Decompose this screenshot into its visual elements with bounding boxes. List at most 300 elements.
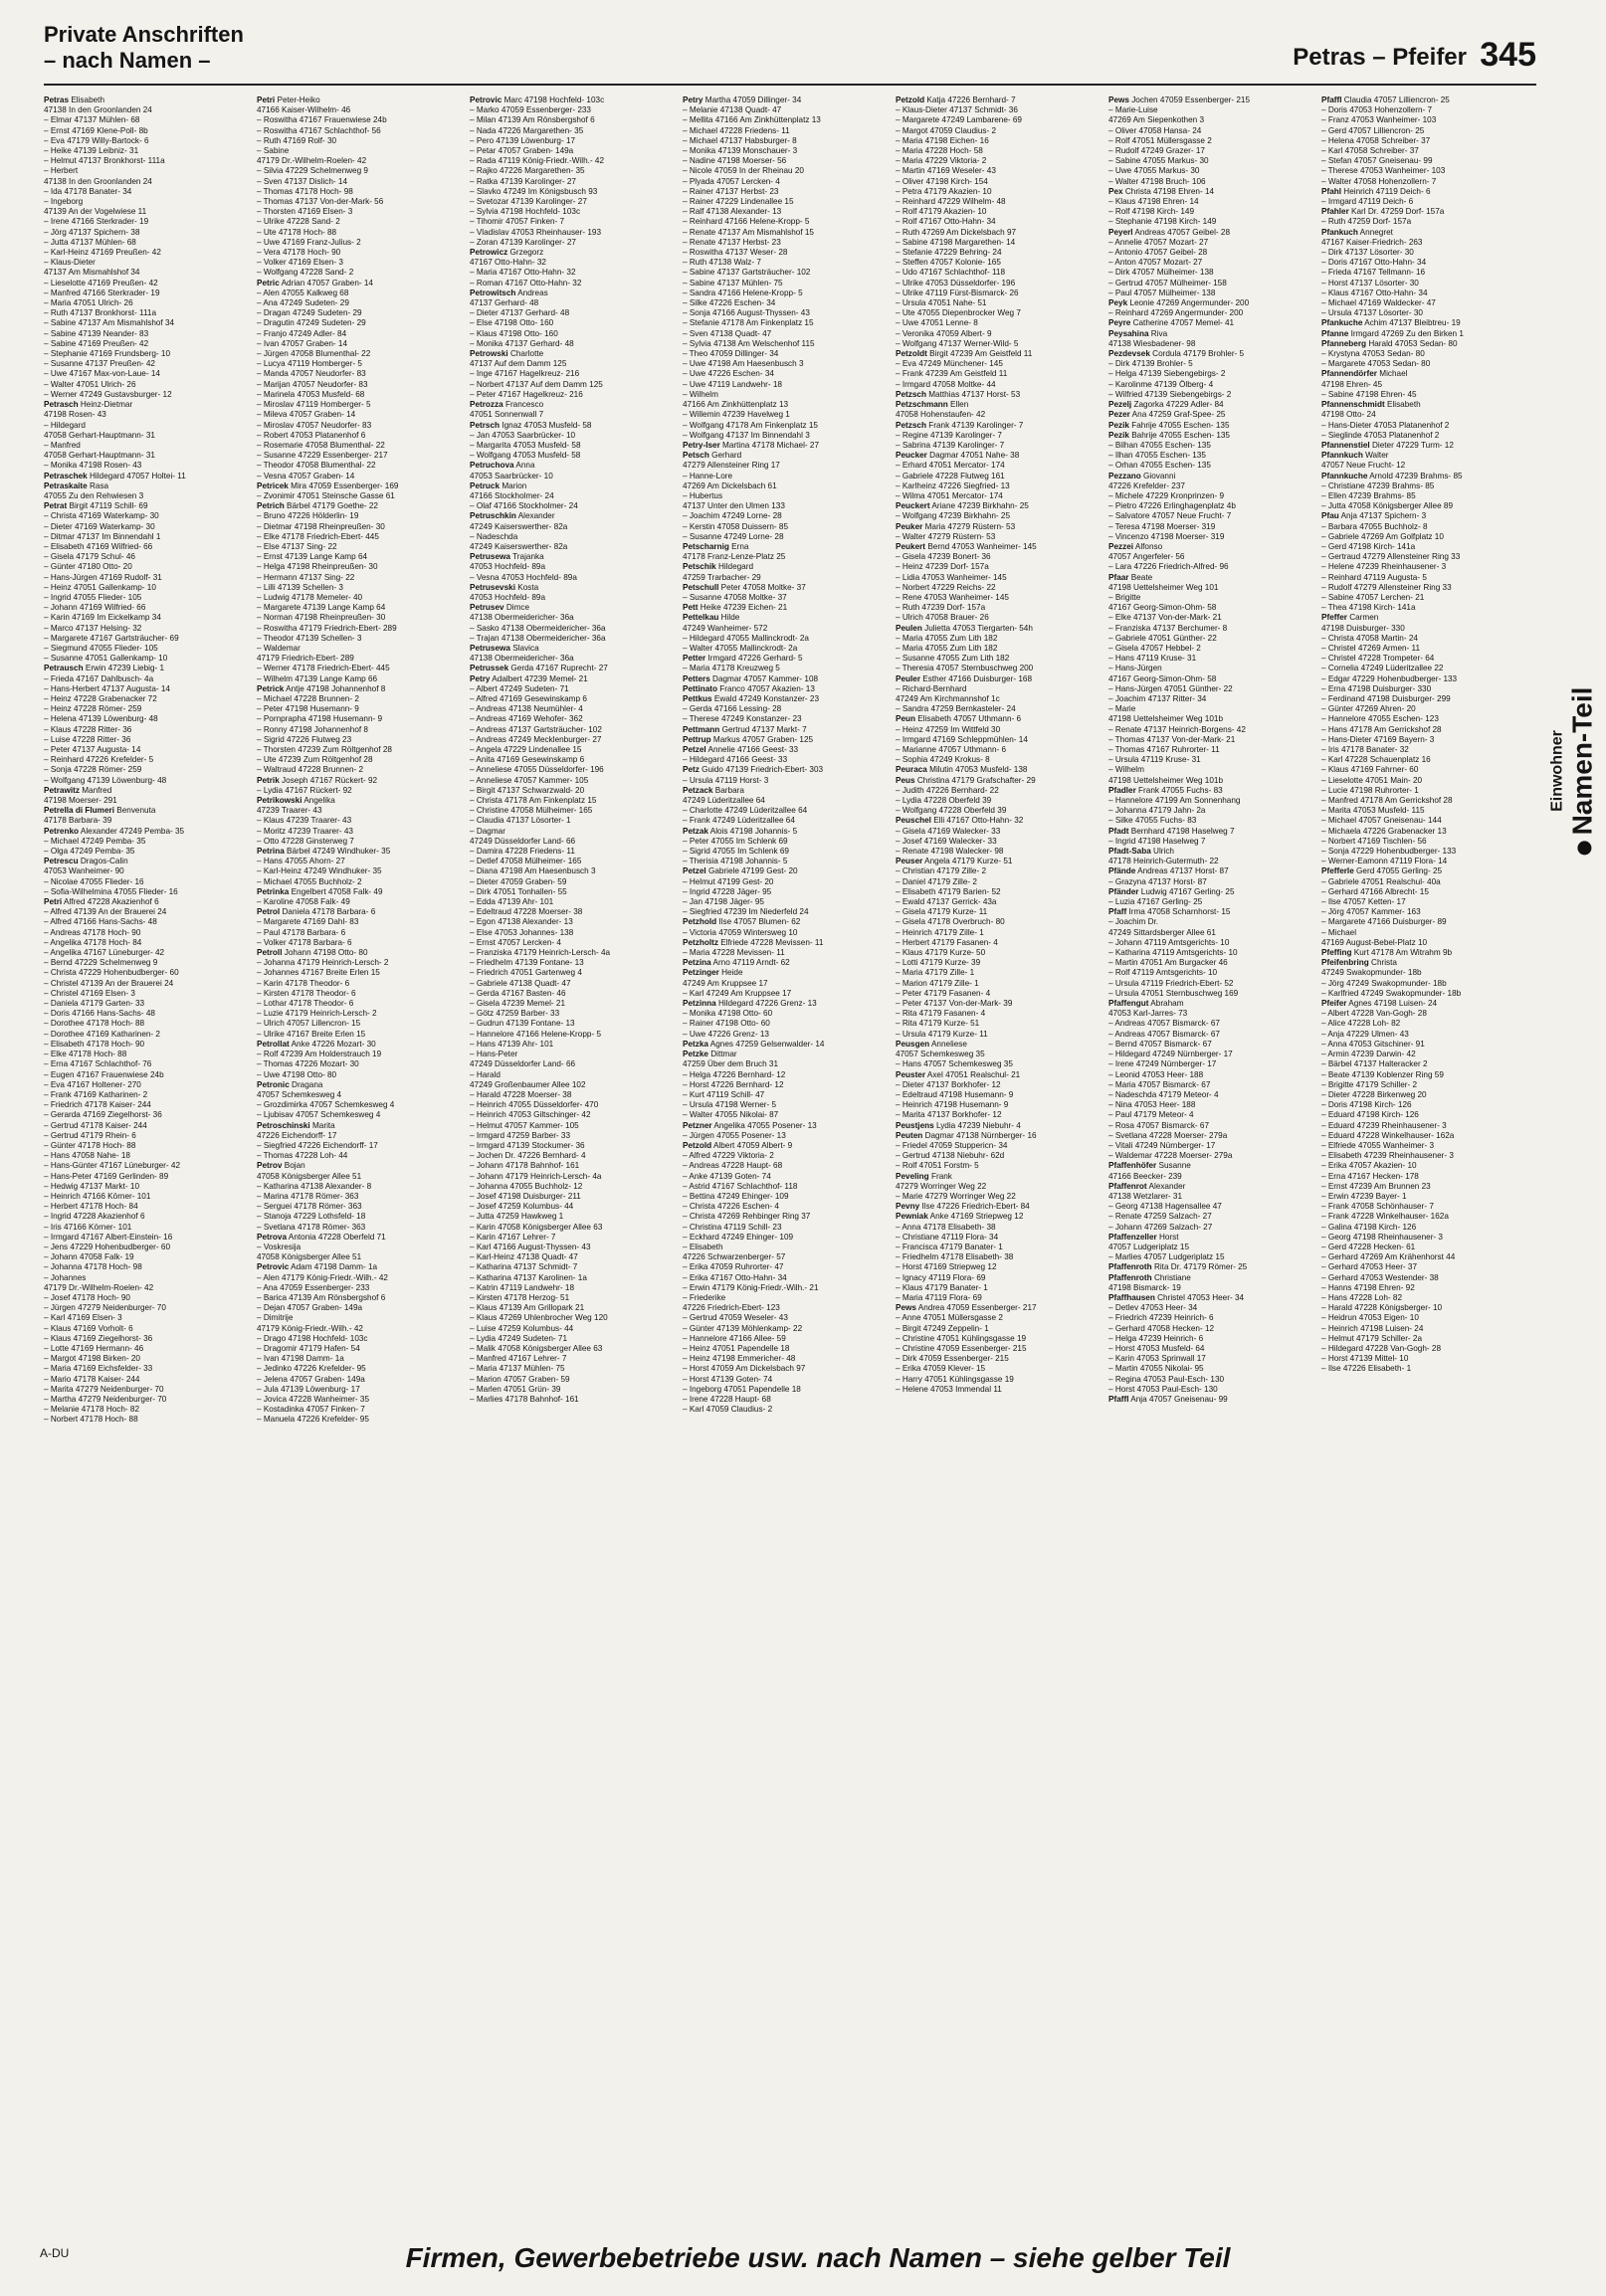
entry-text: – Gerhard 47053 Westender- 38 <box>1321 1272 1439 1282</box>
entry-text: 47249 Düsseldorfer Land- 66 <box>470 836 576 846</box>
directory-entry <box>683 948 890 958</box>
entry-text: – Herbert <box>44 166 79 176</box>
side-tab-small: Einwohner <box>1548 730 1566 812</box>
entry-text: 47053 Karl-Jarres- 73 <box>1108 1009 1188 1019</box>
entry-text: – Dragan 47249 Sudeten- 29 <box>257 308 362 318</box>
entry-text: – Plyada 47057 Lercken- 4 <box>683 176 780 186</box>
entry-text: – Bärbel 47137 Halteracker 2 <box>1321 1059 1428 1069</box>
entry-text: – Dragutin 47249 Sudeten- 29 <box>257 318 366 328</box>
entry-text: – Uwe 47198 Otto- 80 <box>257 1069 337 1079</box>
directory-entry <box>1108 501 1315 511</box>
entry-text: – Pero 47139 Löwenburg- 17 <box>470 135 576 145</box>
entry-text: 47239 Traarer- 43 <box>257 806 322 816</box>
directory-entry <box>44 542 251 552</box>
entry-text: Katja 47226 Bernhard- 7 <box>924 96 1016 104</box>
directory-entry <box>44 410 251 420</box>
entry-text: – Joachim 47249 Lorne- 28 <box>683 511 782 521</box>
surname: Petzoldt <box>896 349 927 359</box>
directory-entry <box>470 410 677 420</box>
entry-text: – Hans-Dieter 47053 Platanenhof 2 <box>1321 420 1450 430</box>
directory-entry <box>1108 1293 1315 1303</box>
surname: Peuker <box>896 521 923 531</box>
directory-entry <box>257 1009 464 1019</box>
entry-text: – Erika 47059 Ruhrorter- 47 <box>683 1262 784 1272</box>
entry-text: – Milan 47139 Am Rönsbergshof 6 <box>470 115 595 125</box>
directory-entry <box>1321 827 1528 837</box>
surname: Pfeifenbring <box>1321 958 1369 968</box>
entry-text: – Stephanie 47169 Frundsberg- 10 <box>44 349 170 359</box>
entry-text: – Norbert 47137 Auf dem Damm 125 <box>470 379 603 389</box>
directory-entry <box>470 694 677 704</box>
directory-entry <box>470 1252 677 1262</box>
entry-text: – Ute 47178 Hoch- 88 <box>257 227 337 237</box>
directory-entry <box>470 1070 677 1080</box>
directory-entry <box>683 674 890 684</box>
directory-entry <box>1108 917 1315 927</box>
entry-text: – Ilse 47226 Elisabeth- 1 <box>1321 1364 1412 1374</box>
directory-entry <box>1321 1283 1528 1293</box>
entry-text: – Elke 47178 Friedrich-Ebert- 445 <box>257 531 379 541</box>
directory-entry <box>470 115 677 125</box>
directory-entry <box>44 1262 251 1272</box>
directory-entry <box>683 866 890 876</box>
surname: Petrescu <box>44 857 79 866</box>
entry-text: – Sabine 47198 Ehren- 45 <box>1321 389 1417 399</box>
entry-text: – Alen 47179 König-Friedr.-Wilh.- 42 <box>257 1272 388 1282</box>
directory-entry <box>470 847 677 857</box>
directory-entry <box>683 451 890 461</box>
directory-entry <box>257 1375 464 1385</box>
entry-text: – Therese 47053 Wanheimer- 103 <box>1321 166 1446 176</box>
directory-entry <box>896 1110 1103 1120</box>
entry-text: 47226 Krefelder- 237 <box>1108 480 1185 490</box>
directory-entry <box>257 776 464 786</box>
directory-entry <box>44 1415 251 1425</box>
entry-text: – Marion 47179 Zille- 1 <box>896 978 979 988</box>
entry-text: – Vladislav 47053 Rheinhauser- 193 <box>470 227 601 237</box>
directory-entry <box>44 1192 251 1202</box>
directory-entry <box>1321 197 1528 207</box>
entry-text: – Günter 47180 Otto- 20 <box>44 562 132 572</box>
directory-column <box>683 96 890 2197</box>
directory-entry <box>1108 714 1315 724</box>
entry-text: – Manfred 47167 Lehrer- 7 <box>470 1354 567 1364</box>
entry-text: – Else 47053 Johannes- 138 <box>470 927 574 937</box>
entry-text: – Anja 47229 Ulmen- 43 <box>1321 1029 1409 1039</box>
entry-text: – Pornpraphа 47198 Husemann- 9 <box>257 714 383 724</box>
entry-text: – Wilma 47051 Mercator- 174 <box>896 490 1003 500</box>
directory-entry <box>1108 1040 1315 1050</box>
surname: Petraschek <box>44 471 88 480</box>
entry-text: Karl Dr. 47259 Dorf- 157a <box>1348 207 1445 217</box>
surname: Pettrup <box>683 734 711 744</box>
entry-text: – Gertrud 47179 Rhein- 6 <box>44 1130 136 1140</box>
entry-text: – Rudolf 47249 Grazer- 17 <box>1108 146 1205 156</box>
directory-entry <box>44 624 251 634</box>
entry-text: Markus 47057 Graben- 125 <box>710 734 814 744</box>
directory-entry <box>44 136 251 146</box>
directory-entry <box>1108 694 1315 704</box>
entry-text: – Sabine 47137 Mühlen- 75 <box>683 278 783 287</box>
directory-entry <box>683 472 890 481</box>
entry-text: – Johann 47269 Salzach- 27 <box>1108 1222 1213 1232</box>
entry-text: – Hans-Jürgen <box>1108 664 1162 673</box>
directory-entry <box>257 1313 464 1323</box>
directory-entry <box>1108 542 1315 552</box>
entry-text: – Harald 47228 Königsberger- 10 <box>1321 1303 1443 1313</box>
directory-entry <box>1108 441 1315 451</box>
entry-text: 47053 Hochfeld- 89a <box>470 592 546 602</box>
directory-entry <box>1108 624 1315 634</box>
directory-entry <box>1321 187 1528 197</box>
directory-entry <box>44 501 251 511</box>
directory-entry <box>683 1151 890 1161</box>
directory-entry <box>1321 583 1528 593</box>
entry-text: Anna <box>513 461 535 471</box>
surname: Pettelkau <box>683 613 719 623</box>
surname: Peuckert <box>896 501 930 511</box>
directory-entry <box>1108 1344 1315 1354</box>
directory-entry <box>1108 136 1315 146</box>
directory-entry <box>257 958 464 968</box>
entry-text: – Christian 47179 Zille- 2 <box>896 866 987 876</box>
entry-text: – Martin 47051 Am Burgacker 46 <box>1108 958 1228 968</box>
entry-text: Arno 47119 Arndt- 62 <box>710 958 790 968</box>
bullet-icon <box>1577 841 1591 855</box>
directory-entry <box>683 624 890 634</box>
directory-entry <box>470 1040 677 1050</box>
directory-entry <box>470 1182 677 1192</box>
directory-entry <box>896 451 1103 461</box>
directory-entry <box>896 96 1103 105</box>
directory-entry <box>683 380 890 390</box>
entry-text: – Claudia 47137 Lösorter- 1 <box>470 816 571 826</box>
entry-text: – Regina 47053 Paul-Esch- 130 <box>1108 1374 1225 1384</box>
header-divider <box>44 84 1536 86</box>
directory-entry <box>1321 115 1528 125</box>
entry-text: – Siegfried 47239 Im Niederfeld 24 <box>683 907 809 917</box>
entry-text: Christel 47053 Heer- 34 <box>1154 1292 1245 1302</box>
entry-text: – Reinhard 47229 Wilhelm- 48 <box>896 197 1006 207</box>
entry-text: – Maria 47137 Mühlen- 75 <box>470 1364 565 1374</box>
entry-text: 47269 Am Dickelsbach 61 <box>683 480 777 490</box>
entry-text: – Elisabeth 47179 Barien- 52 <box>896 886 1001 896</box>
directory-entry <box>683 745 890 755</box>
entry-text: – Hans-Jürgen 47051 Günther- 22 <box>1108 683 1233 693</box>
directory-entry <box>44 816 251 826</box>
directory-entry <box>683 613 890 623</box>
directory-entry <box>683 857 890 866</box>
entry-text: – Gerda 47166 Lessing- 28 <box>683 704 782 714</box>
directory-entry <box>257 228 464 238</box>
directory-entry <box>44 1273 251 1283</box>
entry-text: – Martin 47055 Nikolai- 95 <box>1108 1364 1204 1374</box>
entry-text: 47178 Barbara- 39 <box>44 816 112 826</box>
directory-entry <box>1108 1303 1315 1313</box>
directory-entry <box>1321 207 1528 217</box>
directory-entry <box>44 979 251 989</box>
directory-entry <box>470 197 677 207</box>
entry-text: – Helmut 47137 Bronkhorst- 111a <box>44 156 165 166</box>
entry-text: – Hildegard 47166 Geest- 33 <box>683 755 788 765</box>
directory-entry <box>44 359 251 369</box>
directory-entry <box>470 1273 677 1283</box>
entry-text: – Daniel 47179 Zille- 2 <box>896 876 977 886</box>
entry-text: – Peter 47167 Hagelkreuz- 216 <box>470 389 583 399</box>
directory-entry <box>683 187 890 197</box>
entry-text: Dragos-Calin <box>78 857 128 866</box>
directory-entry <box>470 258 677 268</box>
directory-entry <box>1321 1324 1528 1334</box>
directory-entry <box>1321 1121 1528 1131</box>
directory-entry <box>470 532 677 542</box>
entry-text: – Karl 47249 Am Kruppsee 17 <box>683 988 792 998</box>
entry-text: – Mileva 47057 Graben- 14 <box>257 410 356 420</box>
entry-text: – Erika 47167 Otto-Hahn- 34 <box>683 1272 787 1282</box>
surname: Peuten <box>896 1130 923 1140</box>
surname: Peuser <box>896 857 923 866</box>
directory-entry <box>683 207 890 217</box>
directory-entry <box>1321 1080 1528 1090</box>
directory-entry <box>896 1243 1103 1252</box>
directory-entry <box>683 1233 890 1243</box>
directory-entry <box>1108 725 1315 735</box>
entry-text: – Lieselotte 47051 Main- 20 <box>1321 775 1423 785</box>
entry-text: – Eva 47179 Willy-Bartock- 6 <box>44 135 149 145</box>
directory-entry <box>44 308 251 318</box>
directory-entry <box>257 877 464 887</box>
directory-entry <box>44 714 251 724</box>
entry-text: – Heidrun 47053 Eigen- 10 <box>1321 1313 1419 1323</box>
directory-entry <box>1321 318 1528 328</box>
entry-text: – Rolf 47167 Otto-Hahn- 34 <box>896 217 996 227</box>
entry-text: – Michael 47228 Friedens- 11 <box>683 125 790 135</box>
entry-text: – Vesna 47053 Hochfeld- 89a <box>470 572 577 582</box>
directory-entry <box>257 796 464 806</box>
entry-text: – Lydia 47228 Oberfeld 39 <box>896 796 992 806</box>
entry-text: – Marie 47279 Worringer Weg 22 <box>896 1191 1016 1201</box>
directory-entry <box>470 1080 677 1090</box>
directory-entry <box>896 1313 1103 1323</box>
directory-entry <box>44 684 251 694</box>
directory-entry <box>44 765 251 775</box>
entry-text: – Klaus 47198 Otto- 160 <box>470 328 558 338</box>
directory-entry <box>896 948 1103 958</box>
entry-text: – Sven 47137 Dislich- 14 <box>257 176 348 186</box>
directory-entry <box>1321 380 1528 390</box>
entry-text: Matthias 47137 Horst- 53 <box>925 389 1021 399</box>
entry-text: – Dirk 47059 Essenberger- 215 <box>896 1354 1009 1364</box>
directory-entry <box>683 217 890 227</box>
entry-text: – Anna 47178 Elisabeth- 38 <box>896 1222 996 1232</box>
entry-text: Arnold 47239 Brahms- 85 <box>1367 471 1463 480</box>
directory-entry <box>44 857 251 866</box>
surname: Pex <box>1108 186 1123 196</box>
entry-text: – Edeltraud 47198 Husemann- 9 <box>896 1089 1014 1099</box>
directory-entry <box>896 491 1103 501</box>
surname: Pfahler <box>1321 207 1349 217</box>
entry-text: – Heinz 47051 Gallenkamp- 10 <box>44 582 156 592</box>
entry-text: – Uwe 47051 Lenne- 8 <box>896 318 978 328</box>
directory-entry <box>1108 837 1315 847</box>
directory-entry <box>896 369 1103 379</box>
entry-text: – Margot 47198 Birken- 20 <box>44 1354 140 1364</box>
directory-entry <box>470 796 677 806</box>
entry-text: Andreas <box>515 287 548 297</box>
directory-entry <box>1321 441 1528 451</box>
directory-entry <box>1321 1050 1528 1059</box>
entry-text: – Gisela 47239 Memel- 21 <box>470 999 566 1009</box>
directory-entry <box>896 938 1103 948</box>
entry-text: – Rita 47179 Kurze- 51 <box>896 1019 980 1029</box>
entry-text: – Dimitrije <box>257 1313 294 1323</box>
entry-text: 47249 Lüderitzallee 64 <box>683 796 765 806</box>
directory-entry <box>1108 745 1315 755</box>
directory-entry <box>257 827 464 837</box>
directory-entry <box>896 1293 1103 1303</box>
entry-text: – Rainer 47198 Otto- 60 <box>683 1019 770 1029</box>
entry-text: Ellen <box>947 400 969 410</box>
directory-entry <box>1108 1385 1315 1395</box>
directory-entry <box>44 268 251 278</box>
entry-text: 47249 Sittardsberger Allee 61 <box>1108 927 1216 937</box>
directory-entry <box>896 522 1103 532</box>
directory-entry <box>1321 674 1528 684</box>
entry-text: 47259 Über dem Bruch 31 <box>683 1059 779 1069</box>
directory-entry <box>1108 481 1315 491</box>
surname: Petri <box>257 96 276 104</box>
entry-text: – Peter 47137 Von-der-Mark- 39 <box>896 999 1013 1009</box>
directory-entry <box>257 644 464 654</box>
directory-entry <box>683 410 890 420</box>
entry-text: – Lothar 47178 Theodor- 6 <box>257 999 354 1009</box>
directory-entry <box>896 511 1103 521</box>
entry-text: – Klaus 47179 Kurze- 50 <box>896 948 986 958</box>
directory-entry <box>683 1131 890 1141</box>
directory-column <box>44 96 251 2197</box>
entry-text: Milutin 47053 Musfeld- 138 <box>926 765 1028 775</box>
directory-entry <box>470 349 677 359</box>
directory-entry <box>1108 847 1315 857</box>
entry-text: Maria 47279 Rüstern- 53 <box>922 521 1016 531</box>
entry-text: 47198 Bismarck- 19 <box>1108 1282 1181 1292</box>
directory-entry <box>44 674 251 684</box>
directory-entry <box>470 624 677 634</box>
entry-text: – Heinrich 47055 Düsseldorfer- 470 <box>470 1100 599 1110</box>
directory-entry <box>470 877 677 887</box>
entry-text: Agnes 47198 Luisen- 24 <box>1346 999 1438 1009</box>
surname: Petzholtz <box>683 937 718 947</box>
entry-text: 47178 Heinrich-Gutermuth- 22 <box>1108 857 1219 866</box>
directory-entry <box>1108 1070 1315 1080</box>
directory-entry <box>683 1161 890 1171</box>
directory-entry <box>683 197 890 207</box>
entry-text: 47166 Beecker- 239 <box>1108 1171 1182 1181</box>
entry-text: – Petra 47179 Akazien- 10 <box>896 186 992 196</box>
entry-text: – Gabriele 47051 Günther- 22 <box>1108 633 1217 643</box>
directory-entry <box>44 827 251 837</box>
entry-text: – Drago 47198 Hochfeld- 103c <box>257 1333 368 1343</box>
directory-entry <box>257 1405 464 1415</box>
directory-entry <box>1321 156 1528 166</box>
entry-text: – Ruth 47239 Dorf- 157a <box>896 603 986 613</box>
directory-entry <box>683 1141 890 1151</box>
entry-text: – Stefanie 47178 Am Finkenplatz 15 <box>683 318 814 328</box>
surname: Pfaffenroth <box>1108 1262 1152 1272</box>
entry-text: 47198 Rosen- 43 <box>44 410 106 420</box>
surname: Petrat <box>44 501 68 511</box>
directory-entry <box>683 1385 890 1395</box>
directory-entry <box>1321 1030 1528 1040</box>
entry-text: – Thomas 47226 Mozart- 30 <box>257 1059 359 1069</box>
entry-text: – Lieselotte 47169 Preußen- 42 <box>44 278 158 287</box>
entry-text: – Roswitha 47167 Schlachthof- 56 <box>257 125 381 135</box>
entry-text: – Barica 47139 Am Rönsbergshof 6 <box>257 1292 386 1302</box>
entry-text: – Sasko 47138 Obermeidericher- 36a <box>470 623 606 633</box>
entry-text: – Christel 47269 Armen- 11 <box>1321 643 1421 653</box>
entry-text: – Gisela 47169 Walecker- 33 <box>896 826 1001 836</box>
directory-entry <box>1108 573 1315 583</box>
directory-entry <box>470 704 677 714</box>
directory-entry <box>683 958 890 968</box>
directory-entry <box>683 725 890 735</box>
entry-text: – Astrid 47167 Schlachthof- 118 <box>683 1181 798 1191</box>
directory-entry <box>896 1121 1103 1131</box>
directory-entry <box>683 603 890 613</box>
surname: Petrusev <box>470 603 504 613</box>
directory-entry <box>1321 400 1528 410</box>
entry-text: – Oliver 47058 Hansa- 24 <box>1108 125 1202 135</box>
entry-text: Leonie 47269 Angermunder- 200 <box>1127 298 1250 308</box>
section-subtitle: – nach Namen – <box>44 48 211 73</box>
entry-text: – Gabriele 47051 Realschul- 40a <box>1321 876 1441 886</box>
directory-entry <box>470 573 677 583</box>
entry-text: – Ewald 47137 Gerrick- 43a <box>896 897 997 907</box>
surname: Pezer <box>1108 410 1130 420</box>
entry-text: – Armin 47239 Darwin- 42 <box>1321 1050 1416 1059</box>
entry-text: – Frank 47058 Schönhauser- 7 <box>1321 1202 1434 1212</box>
directory-entry <box>1321 979 1528 989</box>
entry-text: – Frank 47228 Winkelhauser- 162a <box>1321 1212 1449 1222</box>
entry-text: Alexander 47249 Pemba- 35 <box>79 826 185 836</box>
directory-entry <box>683 979 890 989</box>
directory-entry <box>257 725 464 735</box>
directory-entry <box>683 166 890 176</box>
directory-entry <box>44 532 251 542</box>
directory-entry <box>44 166 251 176</box>
directory-entry <box>896 827 1103 837</box>
entry-text: – Karl-Heinz 47249 Windhuker- 35 <box>257 866 382 876</box>
entry-text: – Heinrich 47198 Husemann- 9 <box>896 1100 1009 1110</box>
directory-entry <box>683 1324 890 1334</box>
directory-entry <box>257 1243 464 1252</box>
entry-text: – Elisabeth <box>683 1242 723 1251</box>
entry-text: – Josef 47259 Kolumbus- 44 <box>470 1202 574 1212</box>
directory-entry <box>44 1151 251 1161</box>
directory-entry <box>257 329 464 339</box>
entry-text: Slavica <box>509 643 539 653</box>
directory-entry <box>470 1283 677 1293</box>
entry-text: – Manuela 47226 Krefelder- 95 <box>257 1415 369 1425</box>
directory-entry <box>470 1202 677 1212</box>
directory-entry <box>1108 1334 1315 1344</box>
surname: Pfannenstiel <box>1321 440 1370 450</box>
entry-text: – Martin 47169 Weseler- 43 <box>896 166 996 176</box>
entry-text: – Hans-Jürgen 47169 Rudolf- 31 <box>44 572 162 582</box>
directory-entry <box>470 968 677 978</box>
entry-text: – Rolf 47119 Amtsgerichts- 10 <box>1108 968 1218 978</box>
entry-text: Dagmar 47138 Nürnberger- 16 <box>922 1130 1037 1140</box>
